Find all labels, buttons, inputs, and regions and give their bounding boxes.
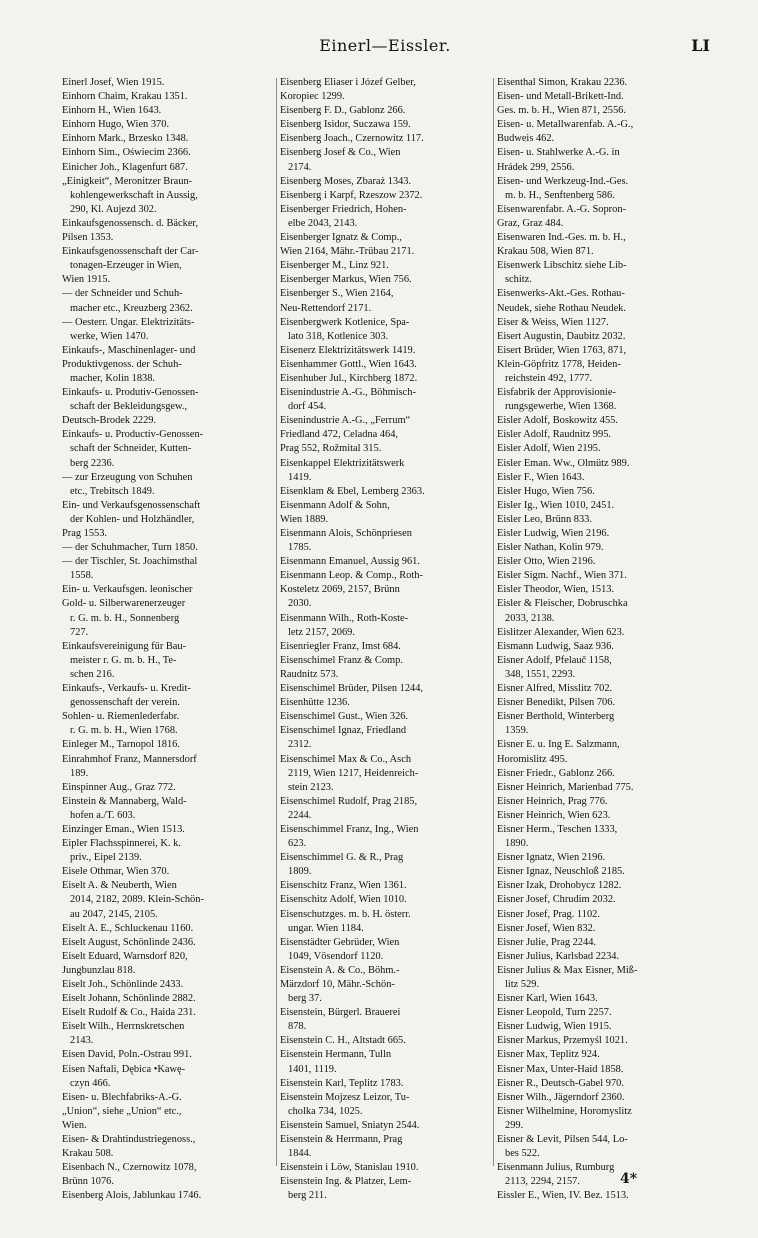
- entry-line: 2119, Wien 1217, Heidenreich-: [288, 767, 419, 779]
- entry-line: Eisenberg Alois, Jablunkau 1746.: [62, 1190, 202, 1202]
- entry-line: Eisenmann Wilh., Roth-Koste-: [280, 612, 409, 624]
- entry-line: Märzdorf 10, Mähr.-Schön-: [280, 979, 395, 990]
- entry-line: Eisenstein Hermann, Tulln: [280, 1049, 392, 1061]
- entry-line: Eisenerz Elektrizitätswerk 1419.: [280, 344, 416, 356]
- entry-line: Eisenwarenfabr. A.-G. Sopron-: [497, 203, 626, 215]
- entry-line: Eisner Josef, Wien 832.: [497, 922, 596, 934]
- entry-line: Eisner Heinrich, Wien 623.: [497, 809, 611, 821]
- entry-line: Eissler E., Wien, IV. Bez. 1513.: [497, 1190, 629, 1202]
- entry-line: lato 318, Kotlenice 303.: [288, 330, 389, 342]
- entry-line: Eismann Ludwig, Saaz 936.: [497, 640, 614, 652]
- entry-line: Eisenmann Emanuel, Aussig 961.: [280, 556, 420, 568]
- entry-line: Krakau 508, Wien 871.: [497, 246, 594, 258]
- entry-line: 878.: [288, 1021, 307, 1033]
- entry-line: Eisner Leopold, Turn 2257.: [497, 1007, 612, 1019]
- entry-line: Eisenriegler Franz, Imst 684.: [280, 640, 401, 652]
- entry-line: Eisenstein & Herrmann, Prag: [280, 1134, 403, 1146]
- entry-line: Wien.: [62, 1119, 87, 1131]
- entry-line: meister r. G. m. b. H., Te-: [70, 654, 177, 666]
- entry-line: Eisert Augustin, Daubitz 2032.: [497, 330, 626, 342]
- entry-line: werke, Wien 1470.: [70, 330, 149, 342]
- entry-line: priv., Eipel 2139.: [70, 852, 142, 864]
- entry-line: Eisner Julius, Karlsbad 2234.: [497, 950, 620, 962]
- entry-line: Eisenberger Markus, Wien 756.: [280, 274, 412, 286]
- entry-line: berg 211.: [288, 1190, 327, 1202]
- entry-line: Einhorn Hugo, Wien 370.: [62, 119, 170, 131]
- entry-line: 727.: [70, 626, 89, 638]
- entry-line: Neudek, siehe Rothau Neudek.: [497, 302, 626, 314]
- entry-line: 348, 1551, 2293.: [505, 668, 576, 680]
- entry-line: au 2047, 2145, 2105.: [70, 908, 158, 920]
- entry-line: Einstein & Mannaberg, Wald-: [62, 795, 187, 807]
- entry-line: reichstein 492, 1777.: [505, 372, 593, 384]
- entry-line: Eisenschimmel G. & R., Prag: [280, 852, 404, 864]
- entry-line: Einleger M., Tarnopol 1816.: [62, 739, 180, 751]
- entry-line: Eisen- und Werkzeug-Ind.-Ges.: [497, 175, 629, 187]
- entry-line: Eisenthal Simon, Krakau 2236.: [497, 77, 628, 88]
- entry-line: Einhorn Chaim, Krakau 1351.: [62, 91, 188, 103]
- entry-line: Raudnitz 573.: [280, 668, 339, 680]
- entry-line: Eisner Herm., Teschen 1333,: [497, 823, 618, 835]
- entry-line: Eisenhammer Gottl., Wien 1643.: [280, 358, 417, 370]
- entry-line: 2030.: [288, 598, 312, 610]
- entry-line: Eisenberger Ignatz & Comp.,: [280, 232, 402, 244]
- entry-line: Eisler Adolf, Wien 2195.: [497, 443, 601, 455]
- entry-line: 1401, 1119.: [288, 1063, 337, 1075]
- entry-line: Eisenberger Friedrich, Hohen-: [280, 203, 407, 215]
- entry-line: Hrádek 299, 2556.: [497, 161, 575, 173]
- entry-line: 1809.: [288, 866, 312, 878]
- entry-line: „Einigkeit“, Meronitzer Braun-: [62, 175, 193, 187]
- entry-line: 1558.: [70, 570, 94, 582]
- entry-line: Eisenberg Isidor, Suczawa 159.: [280, 119, 411, 131]
- entry-line: 2143.: [70, 1035, 94, 1047]
- entry-line: Eisele Othmar, Wien 370.: [62, 866, 170, 878]
- entry-line: Eisner Markus, Przemyśl 1021.: [497, 1035, 628, 1047]
- entry-line: Einrahmhof Franz, Mannersdorf: [62, 753, 197, 765]
- entry-line: 1049, Vösendorf 1120.: [288, 950, 384, 962]
- entry-line: 2033, 2138.: [505, 612, 555, 624]
- entry-line: Eislitzer Alexander, Wien 623.: [497, 626, 625, 638]
- entry-line: Eisner & Levit, Pilsen 544, Lo-: [497, 1134, 628, 1146]
- entry-line: der Kohlen- und Holzhändler,: [70, 513, 195, 525]
- entry-line: Einkaufs-, Maschinenlager- und: [62, 344, 196, 356]
- entry-line: Eisenberg Moses, Zbaraż 1343.: [280, 175, 412, 187]
- entry-line: Eisenmann Adolf & Sohn,: [280, 499, 390, 511]
- entry-line: Einerl Josef, Wien 1915.: [62, 77, 165, 88]
- entry-line: tonagen-Erzeuger in Wien,: [70, 260, 182, 272]
- entry-line: elbe 2043, 2143.: [288, 217, 358, 229]
- entry-line: Eisenschitz Franz, Wien 1361.: [280, 880, 407, 892]
- column-1: [62, 76, 272, 1204]
- entry-line: Koropiec 1299.: [280, 91, 345, 103]
- entry-line: litz 529.: [505, 979, 540, 990]
- entry-line: 1359.: [505, 725, 529, 737]
- entry-line: Neu-Rettendorf 2171.: [280, 302, 372, 314]
- entry-line: Horomislitz 495.: [497, 753, 568, 765]
- entry-line: Eisenschimel Gust., Wien 326.: [280, 711, 409, 723]
- entry-line: Eisner Josef, Chrudim 2032.: [497, 894, 616, 906]
- entry-line: Einkaufs- u. Produtiv-Genossen-: [62, 387, 199, 399]
- entry-line: Eisner Friedr., Gablonz 266.: [497, 767, 615, 779]
- entry-line: Eisner Max, Teplitz 924.: [497, 1049, 600, 1061]
- entry-line: Einkaufs- u. Productiv-Genossen-: [62, 429, 204, 441]
- entry-line: Eisenhütte 1236.: [280, 697, 350, 709]
- entry-line: Pilsen 1353.: [62, 232, 114, 244]
- column-divider: [276, 78, 277, 1166]
- entry-line: Ein- und Verkaufsgenossenschaft: [62, 499, 201, 511]
- entry-line: Produktivgenoss. der Schuh-: [62, 358, 182, 370]
- entry-line: Gold- u. Silberwarenerzeuger: [62, 598, 186, 610]
- entry-line: Einzinger Eman., Wien 1513.: [62, 823, 185, 835]
- page-header: [60, 36, 710, 58]
- entry-line: Eisenklam & Ebel, Lemberg 2363.: [280, 485, 425, 497]
- entry-line: Graz, Graz 484.: [497, 217, 564, 229]
- entry-line: Eisler Sigm. Nachf., Wien 371.: [497, 570, 627, 582]
- entry-line: Eisner Ignaz, Neuschloß 2185.: [497, 866, 625, 878]
- entry-line: Eisner Izak, Drohobycz 1282.: [497, 880, 622, 892]
- entry-line: Eisenschimel Brüder, Pilsen 1244,: [280, 683, 424, 695]
- entry-line: Eisler Hugo, Wien 756.: [497, 485, 595, 497]
- entry-line: Eiselt A. & Neuberth, Wien: [62, 880, 177, 892]
- entry-line: 2312.: [288, 739, 312, 751]
- entry-line: Eisenschimel Franz & Comp.: [280, 654, 403, 666]
- entry-line: 1844.: [288, 1148, 312, 1160]
- entry-line: Eisen- & Drahtindustriegenoss.,: [62, 1134, 196, 1146]
- entry-line: Eisner Josef, Prag. 1102.: [497, 908, 600, 920]
- entry-line: Eisenwerks-Akt.-Ges. Rothau-: [497, 288, 625, 300]
- column-3: [497, 76, 707, 1204]
- entry-line: Eisfabrik der Approvisionie-: [497, 387, 616, 399]
- entry-line: Eisenwaren Ind.-Ges. m. b. H.,: [497, 232, 626, 244]
- entry-line: 1785.: [288, 542, 312, 554]
- entry-line: bes 522.: [505, 1148, 540, 1160]
- entry-line: Eisenstein Mojzesz Leizor, Tu-: [280, 1091, 410, 1103]
- entry-line: Krakau 508.: [62, 1148, 114, 1160]
- entry-line: Einspinner Aug., Graz 772.: [62, 781, 176, 793]
- entry-line: 1419.: [288, 471, 312, 483]
- entry-line: Eisler Otto, Wien 2196.: [497, 556, 596, 568]
- entry-line: Eisenindustrie A.-G., „Ferrum“: [280, 415, 411, 427]
- entry-line: Eisenberg F. D., Gablonz 266.: [280, 105, 406, 117]
- entry-line: Eisner Wilhelmine, Horomyslitz: [497, 1105, 632, 1117]
- entry-line: 2244.: [288, 809, 312, 821]
- entry-line: genossenschaft der verein.: [70, 697, 180, 709]
- entry-line: Eisenberger M., Linz 921.: [280, 260, 389, 272]
- entry-line: Einkaufsgenossenschaft der Car-: [62, 246, 199, 258]
- entry-line: macher, Kolin 1838.: [70, 372, 155, 384]
- entry-line: Eisner Heinrich, Marienbad 775.: [497, 781, 634, 793]
- entry-line: Einhorn Mark., Brzesko 1348.: [62, 133, 189, 145]
- entry-line: Eisler Adolf, Raudnitz 995.: [497, 429, 611, 441]
- entry-line: Eisenschimel Rudolf, Prag 2185,: [280, 795, 418, 807]
- entry-line: Eisen David, Poln.-Ostrau 991.: [62, 1049, 192, 1061]
- entry-line: Kosteletz 2069, 2157, Brünn: [280, 584, 400, 596]
- column-divider: [493, 78, 494, 1166]
- entry-line: Eisen- u. Stahlwerke A.-G. in: [497, 147, 620, 159]
- entry-line: Eisenstein Karl, Teplitz 1783.: [280, 1077, 404, 1089]
- signature-mark: 4*: [620, 1171, 638, 1187]
- entry-line: Eisner Max, Unter-Haid 1858.: [497, 1063, 624, 1075]
- entry-line: Eisler & Fleischer, Dobruschka: [497, 598, 628, 610]
- entry-line: Budweis 462.: [497, 133, 555, 145]
- entry-line: Eisenschimel Ignaz, Friedland: [280, 725, 407, 737]
- entry-line: Prag 552, Rožmital 315.: [280, 443, 382, 455]
- entry-line: Eisner Alfred, Misslitz 702.: [497, 683, 613, 695]
- entry-line: Wien 1889.: [280, 513, 329, 525]
- entry-line: — der Tischler, St. Joachimsthal: [62, 556, 198, 568]
- entry-line: Einkaufs-, Verkaufs- u. Kredit-: [62, 683, 191, 695]
- entry-line: berg 37.: [288, 993, 322, 1005]
- entry-line: Einhorn Sim., Oświecim 2366.: [62, 147, 191, 159]
- entry-line: „Union“, siehe „Union“ etc.,: [62, 1105, 182, 1117]
- entry-line: Eisenschimel Max & Co., Asch: [280, 753, 412, 765]
- entry-line: Eisenberg Josef & Co., Wien: [280, 147, 401, 159]
- entry-line: 2014, 2182, 2089. Klein-Schön-: [70, 894, 204, 906]
- entry-line: Eisenberg i Karpf, Rzeszow 2372.: [280, 189, 423, 201]
- entry-line: rungsgewerbe, Wien 1368.: [505, 401, 617, 413]
- entry-line: Eisner Heinrich, Prag 776.: [497, 795, 608, 807]
- entry-line: r. G. m. b. H., Wien 1768.: [70, 725, 178, 737]
- entry-line: Eisner Ignatz, Wien 2196.: [497, 852, 606, 864]
- entry-line: Friedland 472, Celadna 464,: [280, 429, 399, 441]
- entry-line: Eisler Nathan, Kolin 979.: [497, 542, 604, 554]
- entry-line: Eisner E. u. Ing E. Salzmann,: [497, 739, 620, 751]
- entry-line: Eisler Adolf, Boskowitz 455.: [497, 415, 618, 427]
- entry-line: Eisenschutzges. m. b. H. österr.: [280, 908, 411, 920]
- entry-line: stein 2123.: [288, 781, 334, 793]
- entry-line: schaft der Schneider, Kutten-: [70, 443, 192, 455]
- entry-line: Ein- u. Verkaufsgen. leonischer: [62, 584, 193, 596]
- entry-line: Eisert Brüder, Wien 1763, 871,: [497, 344, 627, 356]
- entry-line: Ges. m. b. H., Wien 871, 2556.: [497, 105, 626, 117]
- entry-line: Einkaufsgenossensch. d. Bäcker,: [62, 217, 199, 229]
- entry-line: Eipler Flachsspinnerei, K. k.: [62, 838, 181, 850]
- entry-line: Eiselt A. E., Schluckenau 1160.: [62, 922, 194, 934]
- entry-line: Eisenstädter Gebrüder, Wien: [280, 936, 400, 948]
- entry-line: cholka 734, 1025.: [288, 1105, 363, 1117]
- entry-line: Eiselt Wilh., Herrnskretschen: [62, 1021, 185, 1033]
- entry-line: ungar. Wien 1184.: [288, 922, 364, 934]
- entry-line: Eisenwerk Libschitz siehe Lib-: [497, 260, 627, 272]
- entry-line: schitz.: [505, 274, 532, 286]
- entry-line: czyn 466.: [70, 1077, 111, 1089]
- entry-line: 290, Kl. Aujezd 302.: [70, 203, 157, 215]
- entry-line: Eisenstein i Löw, Stanislau 1910.: [280, 1162, 419, 1174]
- entry-line: Eisenbergwerk Kotlenice, Spa-: [280, 316, 410, 328]
- entry-line: Einkaufsvereinigung für Bau-: [62, 640, 187, 652]
- entry-line: dorf 454.: [288, 401, 327, 413]
- entry-line: Eisner Julie, Prag 2244.: [497, 936, 596, 948]
- entry-line: Eisner Karl, Wien 1643.: [497, 993, 598, 1005]
- entry-line: Eiselt August, Schönlinde 2436.: [62, 936, 196, 948]
- entry-line: etc., Trebitsch 1849.: [70, 485, 155, 497]
- entry-line: 623.: [288, 838, 307, 850]
- page-number: LI: [691, 36, 710, 55]
- entry-line: Eisenhuber Jul., Kirchberg 1872.: [280, 372, 418, 384]
- entry-line: Eisner R., Deutsch-Gabel 970.: [497, 1077, 624, 1089]
- entry-line: Eisen- u. Metallwarenfab. A.-G.,: [497, 119, 634, 131]
- entry-line: Eisenberger S., Wien 2164,: [280, 288, 394, 300]
- entry-line: Eiselt Johann, Schönlinde 2882.: [62, 993, 196, 1005]
- entry-line: Eisenkappel Elektrizitätswerk: [280, 457, 405, 469]
- entry-line: 2113, 2294, 2157.: [505, 1176, 580, 1188]
- entry-line: — der Schneider und Schuh-: [62, 288, 183, 300]
- entry-line: schen 216.: [70, 668, 115, 680]
- entry-line: Eisenstein Samuel, Sniatyn 2544.: [280, 1119, 420, 1131]
- entry-line: 2174.: [288, 161, 312, 173]
- entry-line: — der Schuhmacher, Turn 1850.: [62, 542, 198, 554]
- entry-line: Eisenberg Eliaser i Józef Gelber,: [280, 77, 416, 88]
- entry-line: Eisner Wilh., Jägerndorf 2360.: [497, 1091, 625, 1103]
- entry-line: — zur Erzeugung von Schuhen: [62, 471, 193, 483]
- entry-line: 189.: [70, 767, 89, 779]
- entry-line: Eiselt Joh., Schönlinde 2433.: [62, 979, 184, 990]
- entry-line: Eisenstein, Bürgerl. Brauerei: [280, 1007, 401, 1019]
- entry-line: Eisler F., Wien 1643.: [497, 471, 585, 483]
- entry-line: Einhorn H., Wien 1643.: [62, 105, 162, 117]
- entry-line: Eisenschitz Adolf, Wien 1010.: [280, 894, 407, 906]
- entry-line: Eisen- und Metall-Brikett-Ind.: [497, 91, 624, 103]
- entry-line: Eisner Adolf, Pfelauč 1158,: [497, 654, 612, 666]
- entry-line: Eisner Ludwig, Wien 1915.: [497, 1021, 612, 1033]
- entry-line: Eisenbach N., Czernowitz 1078,: [62, 1162, 197, 1174]
- entry-line: r. G. m. b. H., Sonnenberg: [70, 612, 180, 624]
- page-title: Einerl—Eissler.: [319, 36, 451, 55]
- entry-line: Eisenberg Joach., Czernowitz 117.: [280, 133, 424, 145]
- entry-line: Eisenstein A. & Co., Böhm.-: [280, 964, 400, 976]
- entry-line: Eisner Benedikt, Pilsen 706.: [497, 697, 616, 709]
- entry-line: kohlengewerkschaft in Aussig,: [70, 189, 198, 201]
- entry-line: Eiselt Eduard, Warnsdorf 820,: [62, 950, 188, 962]
- entry-line: Eisenmann Leop. & Comp., Roth-: [280, 570, 423, 582]
- entry-line: Sohlen- u. Riemenlederfabr.: [62, 711, 180, 723]
- entry-line: Eisenstein C. H., Altstadt 665.: [280, 1035, 406, 1047]
- entry-line: Eisler Eman. Ww., Olmütz 989.: [497, 457, 630, 469]
- entry-line: letz 2157, 2069.: [288, 626, 355, 638]
- entry-line: Eisenschimmel Franz, Ing., Wien: [280, 823, 419, 835]
- entry-line: Wien 2164, Mähr.-Trübau 2171.: [280, 246, 415, 258]
- entry-line: Eiselt Rudolf & Co., Haida 231.: [62, 1007, 196, 1019]
- entry-line: Eisner Berthold, Winterberg: [497, 711, 615, 723]
- entry-line: macher etc., Kreuzberg 2362.: [70, 302, 193, 314]
- entry-line: berg 2236.: [70, 457, 115, 469]
- entry-line: Eisler Ludwig, Wien 2196.: [497, 528, 610, 539]
- entry-line: Eisenmann Julius, Rumburg: [497, 1162, 615, 1174]
- entry-line: Eisen Naftali, Dębica •Kawę-: [62, 1063, 186, 1075]
- entry-line: Einicher Joh., Klagenfurt 687.: [62, 161, 188, 173]
- entry-line: Eiser & Weiss, Wien 1127.: [497, 316, 609, 328]
- column-2: [280, 76, 490, 1204]
- entry-line: Deutsch-Brodek 2229.: [62, 415, 157, 427]
- entry-line: 299.: [505, 1119, 524, 1131]
- entry-line: Eisner Julius & Max Eisner, Miß-: [497, 964, 638, 976]
- entry-line: 1890.: [505, 838, 529, 850]
- entry-line: Brünn 1076.: [62, 1176, 114, 1188]
- entry-line: m. b. H., Senftenberg 586.: [505, 189, 615, 201]
- entry-line: Prag 1553.: [62, 528, 108, 539]
- entry-line: Eisenindustrie A.-G., Böhmisch-: [280, 387, 416, 399]
- entry-line: Eisenmann Alois, Schönpriesen: [280, 528, 412, 539]
- entry-line: Eisen- u. Blechfabriks-A.-G.: [62, 1091, 182, 1103]
- entry-line: hofen a./T. 603.: [70, 809, 136, 821]
- entry-line: schaft der Bekleidungsgew.,: [70, 401, 188, 413]
- entry-line: Eisenstein Ing. & Platzer, Lem-: [280, 1176, 412, 1188]
- entry-line: Wien 1915.: [62, 274, 111, 286]
- entry-line: Eisler Theodor, Wien, 1513.: [497, 584, 615, 596]
- entry-line: Jungbunzlau 818.: [62, 964, 136, 976]
- entry-line: Klein-Göpfritz 1778, Heiden-: [497, 358, 621, 370]
- entry-line: Eisler Leo, Brünn 833.: [497, 513, 592, 525]
- entry-line: — Oesterr. Ungar. Elektrizitäts-: [62, 316, 195, 328]
- entry-line: Eisler Ig., Wien 1010, 2451.: [497, 499, 615, 511]
